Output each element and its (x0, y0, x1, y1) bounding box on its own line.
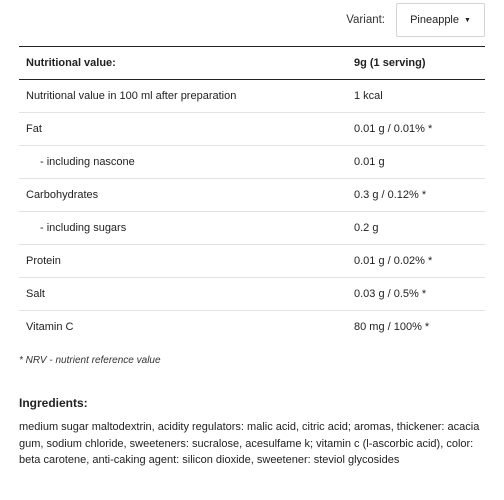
table-row (19, 311, 485, 344)
row-value: 80 mg / 100% * (354, 321, 430, 334)
row-name: Salt (19, 278, 354, 311)
row-value: 0.01 g / 0.02% * (354, 245, 485, 278)
nrv-footnote (19, 355, 161, 366)
row-name: Fat (19, 113, 354, 146)
table-row (19, 146, 485, 179)
row-name: - including sugars (19, 212, 354, 245)
variant-label: Variant: (346, 14, 385, 26)
row-value: 0.03 g / 0.5% * (354, 278, 485, 311)
row-value: 0.01 g / 0.01% * (354, 113, 485, 146)
variant-dropdown[interactable] (396, 3, 485, 37)
ingredients-text: medium sugar maltodextrin, acidity regulators: malic acid, citric acid; aromas, thickener: acacia gum, sodium chloride, sweeteners: sucralose, acesulfame k; vitamin c (l-ascorbic acid), color: beta carotene, anti-caking agent: silicon dioxide, sweetener: steviol glycosides (19, 421, 480, 467)
nutrition-table-header (19, 47, 485, 80)
table-row (19, 278, 485, 311)
footnote-text: * NRV - nutrient reference value (19, 355, 161, 366)
table-row (19, 80, 485, 113)
row-name: Carbohydrates (19, 179, 354, 212)
row-name: - including nascone (19, 146, 354, 179)
row-value: 0.01 g (354, 146, 485, 179)
table-row (19, 212, 485, 245)
nutrition-table (19, 46, 485, 344)
caret-down-icon: ▼ (464, 16, 471, 24)
row-name: Vitamin C (26, 321, 74, 334)
row-name: Nutritional value in 100 ml after preparation (19, 80, 354, 113)
table-row (19, 113, 485, 146)
variant-selected-value: Pineapple (410, 14, 459, 26)
row-value: 0.2 g (354, 212, 485, 245)
ingredients-title: Ingredients: (19, 396, 88, 410)
header-name: Nutritional value: (19, 47, 354, 80)
table-row (19, 245, 485, 278)
header-value: 9g (1 serving) (354, 47, 485, 80)
row-name: Protein (19, 245, 354, 278)
table-row (19, 179, 485, 212)
row-value: 0.3 g / 0.12% * (354, 179, 485, 212)
variant-selector (346, 3, 485, 37)
row-value: 1 kcal (354, 80, 485, 113)
